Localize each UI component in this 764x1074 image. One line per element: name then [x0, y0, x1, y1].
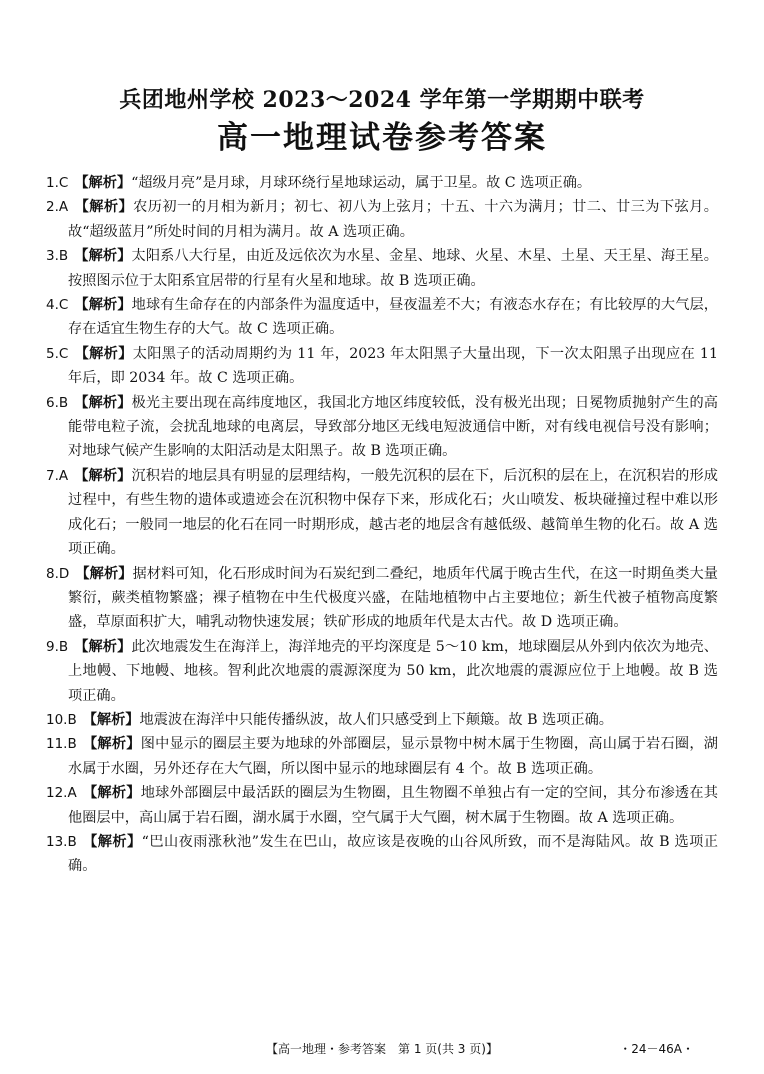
analysis-tag: 【解析】 [74, 199, 134, 216]
footer-page-info: 【高一地理・参考答案 第 1 页(共 3 页)】 [266, 1042, 498, 1056]
footer-code: ・24－46A・ [619, 1042, 694, 1056]
answer-item-8 [46, 562, 718, 635]
answer-number: 9.B [46, 638, 69, 655]
analysis-tag: 【解析】 [74, 638, 132, 655]
answer-item-5 [46, 342, 718, 391]
answer-item-3 [46, 244, 718, 293]
analysis-tag: 【解析】 [74, 248, 132, 265]
answer-number: 11.B [46, 736, 77, 753]
analysis-tag: 【解析】 [74, 297, 132, 314]
page-footer [0, 1040, 764, 1056]
exam-header: 兵团地州学校 2023～2024 学年第一学期期中联考 [119, 87, 645, 113]
answer-text: 地球有生命存在的内部条件为温度适中，昼夜温差不大；有液态水存在；有比较厚的大气层，存在适宜生物生存的大气。故 C 选项正确。 [68, 297, 718, 338]
answer-item-7 [46, 464, 718, 562]
answer-number: 1.C [46, 175, 69, 191]
answer-number: 8.D [46, 565, 70, 582]
answer-text: 沉积岩的地层具有明显的层理结构，一般先沉积的层在下，后沉积的层在上，在沉积岩的形成过程中，有些生物的遗体或遗迹会在沉积物中保存下来，形成化石；火山喷发、板块碰撞过程中难以形成化石；一般同一地层的化石在同一时期形成，越古老的地层含有越低级、越简单生物的化石。故 A 选项正确。 [68, 467, 718, 558]
answer-item-13 [46, 830, 718, 879]
analysis-tag: 【解析】 [82, 833, 142, 850]
answer-item-6 [46, 391, 718, 464]
answer-text: 地震波在海洋中只能传播纵波，故人们只感受到上下颠簸。故 B 选项正确。 [139, 711, 613, 728]
answer-number: 10.B [46, 711, 77, 728]
answer-number: 3.B [46, 248, 69, 265]
answer-text: 地球外部圈层中最活跃的圈层为生物圈，且生物圈不单独占有一定的空间，其分布渗透在其他圈层中，高山属于岩石圈，湖水属于水圈，空气属于大气圈，树木属于生物圈。故 A 选项正确。 [68, 785, 718, 826]
page-title: 高一地理试卷参考答案 [217, 120, 547, 156]
answer-item-4 [46, 293, 718, 342]
answer-list [46, 171, 718, 879]
answer-item-10 [46, 708, 718, 732]
answer-item-1 [46, 171, 718, 195]
analysis-tag: 【解析】 [82, 785, 141, 802]
answer-text: 太阳系八大行星，由近及远依次为水星、金星、地球、火星、木星、土星、天王星、海王星。按照图示位于太阳系宜居带的行星有火星和地球。故 B 选项正确。 [68, 248, 718, 289]
answer-text: 此次地震发生在海洋上，海洋地壳的平均深度是 5～10 km，地球圈层从外到内依次为地壳、上地幔、下地幔、地核。智利此次地震的震源深度为 50 km，此次地震的震源应位于上地幔。故 B 选项正确。 [68, 638, 718, 704]
answer-text: “巴山夜雨涨秋池”发生在巴山，故应该是夜晚的山谷风所致，而不是海陆风。故 B 选项正确。 [68, 833, 718, 875]
answer-number: 6.B [46, 394, 69, 411]
answer-text: 农历初一的月相为新月；初七、初八为上弦月；十五、十六为满月；廿二、廿三为下弦月。故“超级蓝月”所处时间的月相为满月。故 A 选项正确。 [68, 199, 718, 240]
answer-number: 7.A [46, 467, 69, 484]
analysis-tag: 【解析】 [75, 565, 133, 582]
answer-text: 据材料可知，化石形成时间为石炭纪到二叠纪，地质年代属于晚古生代，在这一时期鱼类大量繁衍，蕨类植物繁盛；裸子植物在中生代极度兴盛，在陆地植物中占主要地位；新生代被子植物高度繁盛，草原面积扩大，哺乳动物快速发展；铁矿形成的地质年代是太古代。故 D 选项正确。 [68, 565, 718, 631]
analysis-tag: 【解析】 [74, 345, 133, 362]
answer-number: 13.B [46, 833, 77, 850]
answer-text: “超级月亮”是月球，月球环绕行星地球运动，属于卫星。故 C 选项正确。 [131, 175, 592, 191]
answer-number: 2.A [46, 199, 69, 216]
analysis-tag: 【解析】 [74, 467, 132, 484]
analysis-tag: 【解析】 [82, 711, 140, 728]
answer-text: 极光主要出现在高纬度地区，我国北方地区纬度较低，没有极光出现；日冕物质抛射产生的高能带电粒子流，会扰乱地球的电离层，导致部分地区无线电短波通信中断，对有线电视信号没有影响；对地球气候产生影响的太阳活动是太阳黑子。故 B 选项正确。 [68, 394, 718, 460]
answer-number: 4.C [46, 297, 69, 314]
analysis-tag: 【解析】 [82, 736, 141, 753]
answer-text: 图中显示的圈层主要为地球的外部圈层，显示景物中树木属于生物圈，高山属于岩石圈，湖水属于水圈，另外还存在大气圈，所以图中显示的地球圈层有 4 个。故 B 选项正确。 [68, 736, 718, 777]
answer-item-12 [46, 781, 718, 830]
answer-item-2 [46, 195, 718, 244]
analysis-tag: 【解析】 [74, 394, 132, 411]
analysis-tag: 【解析】 [74, 175, 132, 191]
answer-item-11 [46, 732, 718, 781]
answer-text: 太阳黑子的活动周期约为 11 年，2023 年太阳黑子大量出现，下一次太阳黑子出现应在 11 年后，即 2034 年。故 C 选项正确。 [68, 345, 718, 387]
answer-item-9 [46, 635, 718, 708]
answer-number: 12.A [46, 785, 77, 802]
answer-number: 5.C [46, 345, 69, 362]
